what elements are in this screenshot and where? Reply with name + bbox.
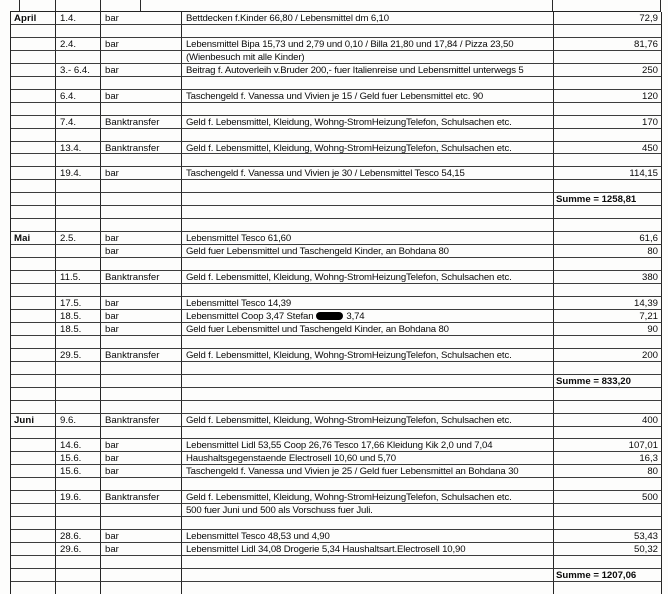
cell-month <box>11 388 56 401</box>
table-row <box>11 51 661 64</box>
cell-amount <box>554 180 662 193</box>
cell-amount <box>554 362 662 375</box>
cell-payment-type: bar <box>101 232 182 245</box>
cell-amount: 90 <box>554 323 662 336</box>
cell-payment-type: Banktransfer <box>101 271 182 284</box>
cell-date <box>56 556 101 569</box>
ledger-rows <box>10 11 661 594</box>
table-row <box>11 530 661 543</box>
cell-month <box>11 271 56 284</box>
cell-description: Lebensmittel Lidl 53,55 Coop 26,76 Tesco 17,66 Kleidung Kik 2,0 und 7,04 <box>182 439 554 452</box>
table-row <box>11 310 661 323</box>
cell-date: 18.5. <box>56 310 101 323</box>
cell-payment-type: Banktransfer <box>101 414 182 427</box>
table-row <box>11 219 661 232</box>
table-row <box>11 232 661 245</box>
cell-amount: 114,15 <box>554 167 662 180</box>
cell-description <box>182 427 554 440</box>
cell-date <box>56 219 101 232</box>
cell-amount: 250 <box>554 64 662 77</box>
cell-date <box>56 582 101 594</box>
cell-payment-type: bar <box>101 38 182 51</box>
cell-description: Taschengeld f. Vanessa und Vivien je 30 / Lebensmittel Tesco 54,15 <box>182 167 554 180</box>
cell-description <box>182 25 554 38</box>
cell-payment-type <box>101 478 182 491</box>
cell-month <box>11 336 56 349</box>
table-row <box>11 323 661 336</box>
grid-line <box>660 0 661 11</box>
cell-date: 1.4. <box>56 12 101 25</box>
grid-line <box>19 0 20 11</box>
grid-line <box>140 0 141 11</box>
cell-amount: 72,9 <box>554 12 662 25</box>
cell-month <box>11 375 56 388</box>
cell-date <box>56 517 101 530</box>
table-row <box>11 193 661 206</box>
cell-amount <box>554 427 662 440</box>
cell-date: 15.6. <box>56 452 101 465</box>
cell-month <box>11 323 56 336</box>
cell-month <box>11 103 56 116</box>
cell-payment-type: bar <box>101 12 182 25</box>
table-row <box>11 271 661 284</box>
table-row <box>11 336 661 349</box>
cell-payment-type <box>101 556 182 569</box>
cell-date <box>56 478 101 491</box>
cell-payment-type <box>101 129 182 142</box>
cell-description: Lebensmittel Tesco 14,39 <box>182 297 554 310</box>
cell-month <box>11 504 56 517</box>
cell-amount: 14,39 <box>554 297 662 310</box>
cell-month <box>11 310 56 323</box>
cell-month <box>11 465 56 478</box>
cell-month <box>11 129 56 142</box>
cell-month <box>11 517 56 530</box>
cell-date: 15.6. <box>56 465 101 478</box>
cell-amount: 7,21 <box>554 310 662 323</box>
cell-date <box>56 258 101 271</box>
cell-date: 19.6. <box>56 491 101 504</box>
ledger-table <box>10 0 661 594</box>
cell-date <box>56 362 101 375</box>
table-row <box>11 25 661 38</box>
cell-month <box>11 167 56 180</box>
cell-description <box>182 258 554 271</box>
cell-description <box>182 388 554 401</box>
cell-date: 29.5. <box>56 349 101 362</box>
cell-description <box>182 129 554 142</box>
cell-month <box>11 543 56 556</box>
cell-description: Taschengeld f. Vanessa und Vivien je 15 / Geld fuer Lebensmittel etc. 90 <box>182 90 554 103</box>
cell-amount <box>554 284 662 297</box>
cell-date: 18.5. <box>56 323 101 336</box>
table-row <box>11 180 661 193</box>
cell-amount: 61,6 <box>554 232 662 245</box>
table-row <box>11 388 661 401</box>
cell-description: Geld f. Lebensmittel, Kleidung, Wohng-StromHeizungTelefon, Schulsachen etc. <box>182 142 554 155</box>
cell-amount <box>554 517 662 530</box>
cell-description <box>182 582 554 594</box>
table-row <box>11 64 661 77</box>
cell-month <box>11 427 56 440</box>
cell-date: 6.4. <box>56 90 101 103</box>
cell-date <box>56 245 101 258</box>
cell-payment-type: bar <box>101 452 182 465</box>
table-row <box>11 90 661 103</box>
table-row <box>11 452 661 465</box>
cell-description <box>182 154 554 167</box>
table-row <box>11 284 661 297</box>
table-row <box>11 375 661 388</box>
cell-month <box>11 582 56 594</box>
cell-description <box>182 103 554 116</box>
cell-amount: 80 <box>554 245 662 258</box>
cell-date: 2.5. <box>56 232 101 245</box>
cell-payment-type: Banktransfer <box>101 142 182 155</box>
cell-description: Geld f. Lebensmittel, Kleidung, Wohng-StromHeizungTelefon, Schulsachen etc. <box>182 116 554 129</box>
table-row <box>11 77 661 90</box>
cell-description: Geld f. Lebensmittel, Kleidung, Wohng-StromHeizungTelefon, Schulsachen etc. <box>182 491 554 504</box>
cell-description <box>182 219 554 232</box>
table-row <box>11 245 661 258</box>
cell-date <box>56 129 101 142</box>
cell-description: (Wienbesuch mit alle Kinder) <box>182 51 554 64</box>
cell-payment-type <box>101 427 182 440</box>
cell-month <box>11 193 56 206</box>
cell-description <box>182 556 554 569</box>
cell-description: Lebensmittel Bipa 15,73 und 2,79 und 0,10 / Billa 21,80 und 17,84 / Pizza 23,50 <box>182 38 554 51</box>
cell-description <box>182 193 554 206</box>
cell-payment-type <box>101 569 182 582</box>
cell-amount <box>554 25 662 38</box>
cell-description <box>182 77 554 90</box>
cell-payment-type: bar <box>101 167 182 180</box>
cell-month <box>11 219 56 232</box>
cell-payment-type <box>101 206 182 219</box>
cell-date <box>56 504 101 517</box>
table-row <box>11 167 661 180</box>
cell-payment-type <box>101 388 182 401</box>
cell-description: Bettdecken f.Kinder 66,80 / Lebensmittel dm 6,10 <box>182 12 554 25</box>
cell-payment-type: bar <box>101 543 182 556</box>
cell-month <box>11 180 56 193</box>
cell-month <box>11 116 56 129</box>
cell-description: Geld f. Lebensmittel, Kleidung, Wohng-StromHeizungTelefon, Schulsachen etc. <box>182 349 554 362</box>
cell-date <box>56 77 101 90</box>
table-row <box>11 478 661 491</box>
cell-amount: 400 <box>554 414 662 427</box>
redaction-mark <box>316 312 343 320</box>
cell-payment-type <box>101 517 182 530</box>
cell-date: 13.4. <box>56 142 101 155</box>
cell-description <box>182 569 554 582</box>
cell-month <box>11 491 56 504</box>
cell-payment-type <box>101 180 182 193</box>
cell-payment-type <box>101 258 182 271</box>
cell-payment-type <box>101 154 182 167</box>
table-row <box>11 491 661 504</box>
cell-description <box>182 517 554 530</box>
cell-amount <box>554 103 662 116</box>
cell-sum-total: Summe = 833,20 <box>554 375 662 388</box>
cell-payment-type <box>101 336 182 349</box>
cell-month <box>11 154 56 167</box>
cell-amount: 380 <box>554 271 662 284</box>
cell-date <box>56 180 101 193</box>
cell-amount <box>554 206 662 219</box>
cell-amount: 450 <box>554 142 662 155</box>
cell-date <box>56 336 101 349</box>
cell-date <box>56 388 101 401</box>
cell-description: Geld f. Lebensmittel, Kleidung, Wohng-StromHeizungTelefon, Schulsachen etc. <box>182 271 554 284</box>
cell-description: Lebensmittel Lidl 34,08 Drogerie 5,34 Haushaltsart.Electrosell 10,90 <box>182 543 554 556</box>
cell-amount: 500 <box>554 491 662 504</box>
cell-month <box>11 530 56 543</box>
cell-payment-type: bar <box>101 90 182 103</box>
cell-description <box>182 478 554 491</box>
cell-month <box>11 284 56 297</box>
cell-date: 11.5. <box>56 271 101 284</box>
cell-month <box>11 556 56 569</box>
cell-amount <box>554 154 662 167</box>
cell-description <box>182 180 554 193</box>
cell-payment-type <box>101 219 182 232</box>
cell-month <box>11 349 56 362</box>
grid-line <box>552 0 553 11</box>
table-row <box>11 543 661 556</box>
cell-amount <box>554 556 662 569</box>
cell-month <box>11 245 56 258</box>
cell-date <box>56 284 101 297</box>
cell-amount <box>554 77 662 90</box>
cell-amount <box>554 504 662 517</box>
cell-month <box>11 258 56 271</box>
cell-month <box>11 569 56 582</box>
cell-month <box>11 25 56 38</box>
cell-amount: 200 <box>554 349 662 362</box>
cell-description: Lebensmittel Tesco 61,60 <box>182 232 554 245</box>
cell-month <box>11 478 56 491</box>
cell-month <box>11 38 56 51</box>
cell-date <box>56 51 101 64</box>
cell-amount <box>554 129 662 142</box>
cell-payment-type <box>101 77 182 90</box>
cell-month <box>11 77 56 90</box>
cell-amount: 80 <box>554 465 662 478</box>
cell-month <box>11 90 56 103</box>
cell-description <box>182 375 554 388</box>
table-row <box>11 154 661 167</box>
table-row <box>11 556 661 569</box>
description-text: Lebensmittel Coop 3,47 Stefan <box>186 310 314 322</box>
table-row <box>11 401 661 414</box>
cell-date <box>56 206 101 219</box>
cell-description <box>182 284 554 297</box>
cell-description: Geld f. Lebensmittel, Kleidung, Wohng-StromHeizungTelefon, Schulsachen etc. <box>182 414 554 427</box>
cell-date: 3.- 6.4. <box>56 64 101 77</box>
cell-description: Beitrag f. Autoverleih v.Bruder 200,- fuer Italienreise und Lebensmittel unterwegs 5 <box>182 64 554 77</box>
cell-payment-type: bar <box>101 310 182 323</box>
cell-month <box>11 51 56 64</box>
table-row <box>11 103 661 116</box>
table-row <box>11 517 661 530</box>
cell-amount <box>554 478 662 491</box>
cell-month: Juni <box>11 414 56 427</box>
cell-month <box>11 64 56 77</box>
table-row <box>11 12 661 25</box>
cell-payment-type: Banktransfer <box>101 116 182 129</box>
cell-payment-type: bar <box>101 530 182 543</box>
cell-month <box>11 362 56 375</box>
top-partial-row <box>10 0 661 11</box>
cell-date <box>56 193 101 206</box>
table-row <box>11 582 661 594</box>
description-text: 3,74 <box>346 310 365 322</box>
cell-description: Lebensmittel Tesco 48,53 und 4,90 <box>182 530 554 543</box>
cell-payment-type <box>101 582 182 594</box>
grid-line <box>55 0 56 11</box>
cell-date: 7.4. <box>56 116 101 129</box>
cell-date <box>56 375 101 388</box>
cell-description: Geld fuer Lebensmittel und Taschengeld Kinder, an Bohdana 80 <box>182 323 554 336</box>
cell-payment-type <box>101 362 182 375</box>
cell-description <box>182 310 554 323</box>
table-row <box>11 142 661 155</box>
table-row <box>11 427 661 440</box>
cell-payment-type <box>101 504 182 517</box>
cell-date <box>56 103 101 116</box>
cell-amount: 107,01 <box>554 439 662 452</box>
cell-amount: 120 <box>554 90 662 103</box>
table-row <box>11 569 661 582</box>
cell-month <box>11 142 56 155</box>
cell-description <box>182 336 554 349</box>
table-row <box>11 465 661 478</box>
table-row <box>11 439 661 452</box>
cell-payment-type <box>101 401 182 414</box>
cell-payment-type: bar <box>101 323 182 336</box>
cell-month <box>11 452 56 465</box>
cell-month <box>11 297 56 310</box>
cell-payment-type: bar <box>101 439 182 452</box>
cell-payment-type: Banktransfer <box>101 491 182 504</box>
cell-date: 9.6. <box>56 414 101 427</box>
cell-payment-type <box>101 375 182 388</box>
cell-date: 28.6. <box>56 530 101 543</box>
cell-description: Taschengeld f. Vanessa und Vivien je 25 / Geld fuer Lebensmittel an Bohdana 30 <box>182 465 554 478</box>
cell-date <box>56 401 101 414</box>
cell-amount <box>554 258 662 271</box>
table-row <box>11 297 661 310</box>
cell-date <box>56 569 101 582</box>
cell-date <box>56 25 101 38</box>
cell-date: 2.4. <box>56 38 101 51</box>
cell-payment-type: Banktransfer <box>101 349 182 362</box>
cell-month <box>11 439 56 452</box>
cell-amount: 50,32 <box>554 543 662 556</box>
cell-payment-type <box>101 51 182 64</box>
cell-amount <box>554 219 662 232</box>
cell-month: Mai <box>11 232 56 245</box>
cell-payment-type <box>101 284 182 297</box>
cell-amount <box>554 388 662 401</box>
cell-payment-type: bar <box>101 465 182 478</box>
cell-payment-type <box>101 103 182 116</box>
cell-description: Haushaltsgegenstaende Electrosell 10,60 und 5,70 <box>182 452 554 465</box>
table-row <box>11 414 661 427</box>
cell-month <box>11 401 56 414</box>
cell-payment-type: bar <box>101 245 182 258</box>
cell-amount: 170 <box>554 116 662 129</box>
cell-amount <box>554 336 662 349</box>
grid-line <box>100 0 101 11</box>
cell-amount: 53,43 <box>554 530 662 543</box>
table-row <box>11 206 661 219</box>
cell-month: April <box>11 12 56 25</box>
table-row <box>11 38 661 51</box>
cell-amount: 16,3 <box>554 452 662 465</box>
cell-date <box>56 154 101 167</box>
cell-payment-type <box>101 193 182 206</box>
cell-payment-type: bar <box>101 64 182 77</box>
table-row <box>11 504 661 517</box>
cell-date: 17.5. <box>56 297 101 310</box>
cell-description <box>182 362 554 375</box>
cell-date: 29.6. <box>56 543 101 556</box>
cell-date: 19.4. <box>56 167 101 180</box>
table-row <box>11 116 661 129</box>
cell-description <box>182 401 554 414</box>
cell-description <box>182 206 554 219</box>
cell-amount <box>554 401 662 414</box>
cell-description: Geld fuer Lebensmittel und Taschengeld Kinder, an Bohdana 80 <box>182 245 554 258</box>
cell-date: 14.6. <box>56 439 101 452</box>
cell-date <box>56 427 101 440</box>
cell-payment-type: bar <box>101 297 182 310</box>
table-row <box>11 258 661 271</box>
cell-sum-total: Summe = 1207,06 <box>554 569 662 582</box>
cell-amount <box>554 582 662 594</box>
cell-payment-type <box>101 25 182 38</box>
cell-amount: 81,76 <box>554 38 662 51</box>
cell-amount <box>554 51 662 64</box>
cell-month <box>11 206 56 219</box>
table-row <box>11 129 661 142</box>
cell-description: 500 fuer Juni und 500 als Vorschuss fuer Juli. <box>182 504 554 517</box>
table-row <box>11 349 661 362</box>
cell-sum-total: Summe = 1258,81 <box>554 193 662 206</box>
table-row <box>11 362 661 375</box>
